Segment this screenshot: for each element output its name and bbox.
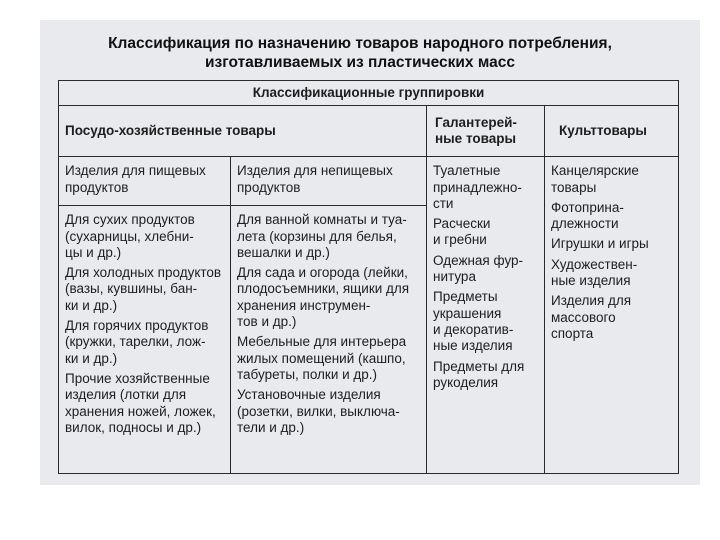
category-haberdashery-header — [427, 106, 545, 157]
nonfood-product-group-line: плодосъемники, ящики для — [237, 281, 410, 297]
nonfood-product-group — [237, 334, 422, 383]
food-product-group-line: Для горячих продуктов — [65, 318, 209, 334]
food-product-group — [65, 371, 226, 436]
food-product-group-line: ки и др.) — [65, 350, 118, 366]
culture-item — [551, 163, 674, 196]
food-product-group-line: Для сухих продуктов — [65, 212, 195, 228]
haberdashery-item-line: нитура — [433, 269, 476, 285]
haberdashery-item-line: ные изделия — [433, 338, 513, 354]
nonfood-product-group-line: вешалки и др.) — [237, 244, 330, 260]
food-product-group-line: хранения ножей, ложек, — [65, 403, 216, 419]
subheader-food-products — [59, 157, 231, 206]
nonfood-product-group-line: лета (корзины для белья, — [237, 228, 397, 244]
culture-item-line: товары — [551, 179, 597, 195]
culture-item-line: ные изделия — [551, 273, 631, 289]
table-main-header: Классификационные группировки — [59, 81, 679, 106]
nonfood-product-group — [237, 387, 422, 436]
nonfood-product-group-line: жилых помещений (кашпо, — [237, 350, 406, 366]
nonfood-product-group-line: Для сада и огорода (лейки, — [237, 265, 408, 281]
nonfood-product-group — [237, 212, 422, 261]
haberdashery-items-cell — [427, 157, 545, 474]
food-product-group-line: (вазы, кувшины, бан- — [65, 281, 198, 297]
haberdashery-item-line: Предметы для — [433, 358, 525, 374]
culture-item — [551, 293, 674, 342]
category-culture-header: Культтовары — [545, 106, 679, 157]
title-line-2: изготавливаемых из пластических масс — [205, 54, 515, 71]
nonfood-products-groups-cell — [231, 206, 427, 474]
haberdashery-item-line: сти — [433, 195, 454, 211]
culture-item-line: Игрушки и игры — [551, 236, 649, 252]
haberdashery-item-line: украшения — [433, 305, 502, 321]
category-haberdashery-line-2: ные товары — [435, 131, 517, 147]
culture-item-line: длежности — [551, 216, 619, 232]
culture-item — [551, 200, 674, 233]
nonfood-product-group-line: Для ванной комнаты и туа- — [237, 212, 407, 228]
food-product-group-line: (кружки, тарелки, лож- — [65, 334, 206, 350]
culture-item-line: Художествен- — [551, 256, 638, 272]
food-products-groups-cell — [59, 206, 231, 474]
category-household-header: Посудо-хозяйственные товары — [59, 106, 427, 157]
food-product-group-line: ки и др.) — [65, 297, 118, 313]
haberdashery-item-line: принадлежно- — [433, 179, 522, 195]
nonfood-product-group-line: Установочные изделия — [237, 387, 381, 403]
haberdashery-item-line: Предметы — [433, 289, 498, 305]
haberdashery-item-line: Расчески — [433, 216, 491, 232]
food-product-group-line: Прочие хозяйственные — [65, 370, 210, 386]
haberdashery-item-line: рукоделия — [433, 374, 499, 390]
nonfood-product-group-line: табуреты, полки и др.) — [237, 366, 378, 382]
haberdashery-item — [433, 253, 540, 286]
nonfood-product-group-line: Мебельные для интерьера — [237, 334, 407, 350]
food-product-group — [65, 265, 226, 314]
culture-items-cell — [545, 157, 679, 474]
food-product-group-line: (сухарницы, хлебни- — [65, 228, 194, 244]
nonfood-product-group-line: тов и др.) — [237, 314, 297, 330]
haberdashery-item — [433, 216, 540, 249]
food-product-group-line: цы и др.) — [65, 244, 122, 260]
culture-item-line: Фотоприна- — [551, 199, 624, 215]
haberdashery-item-line: и гребни — [433, 232, 487, 248]
food-subheader-line: продуктов — [65, 179, 129, 195]
nonfood-product-group-line: хранения инструмен- — [237, 297, 371, 313]
food-product-group — [65, 212, 226, 261]
nonfood-product-group-line: (розетки, вилки, выключа- — [237, 403, 400, 419]
food-product-group-line: вилок, подносы и др.) — [65, 419, 202, 435]
culture-item — [551, 236, 674, 252]
culture-item-line: Изделия для — [551, 293, 632, 309]
culture-item-line: Канцелярские — [551, 163, 639, 179]
haberdashery-item-line: и декоратив- — [433, 321, 514, 337]
nonfood-product-group — [237, 265, 422, 330]
nonfood-subheader-line: продуктов — [237, 179, 301, 195]
food-subheader-line: Изделия для пищевых — [65, 163, 206, 179]
culture-item-line: массового — [551, 309, 616, 325]
haberdashery-item — [433, 359, 540, 392]
haberdashery-item — [433, 289, 540, 354]
culture-item-line: спорта — [551, 325, 594, 341]
category-haberdashery-line-1: Галантерей- — [435, 115, 517, 131]
haberdashery-item — [433, 163, 540, 212]
haberdashery-item-line: Одежная фур- — [433, 252, 524, 268]
food-product-group — [65, 318, 226, 367]
classification-table — [58, 80, 679, 474]
food-product-group-line: изделия (лотки для — [65, 387, 187, 403]
page-title — [60, 34, 660, 72]
food-product-group-line: Для холодных продуктов — [65, 265, 222, 281]
nonfood-subheader-line: Изделия для непищевых — [237, 163, 393, 179]
subheader-nonfood-products — [231, 157, 427, 206]
haberdashery-item-line: Туалетные — [433, 163, 501, 179]
culture-item — [551, 257, 674, 290]
nonfood-product-group-line: тели и др.) — [237, 419, 305, 435]
title-line-1: Классификация по назначению товаров народного потребления, — [108, 35, 612, 52]
